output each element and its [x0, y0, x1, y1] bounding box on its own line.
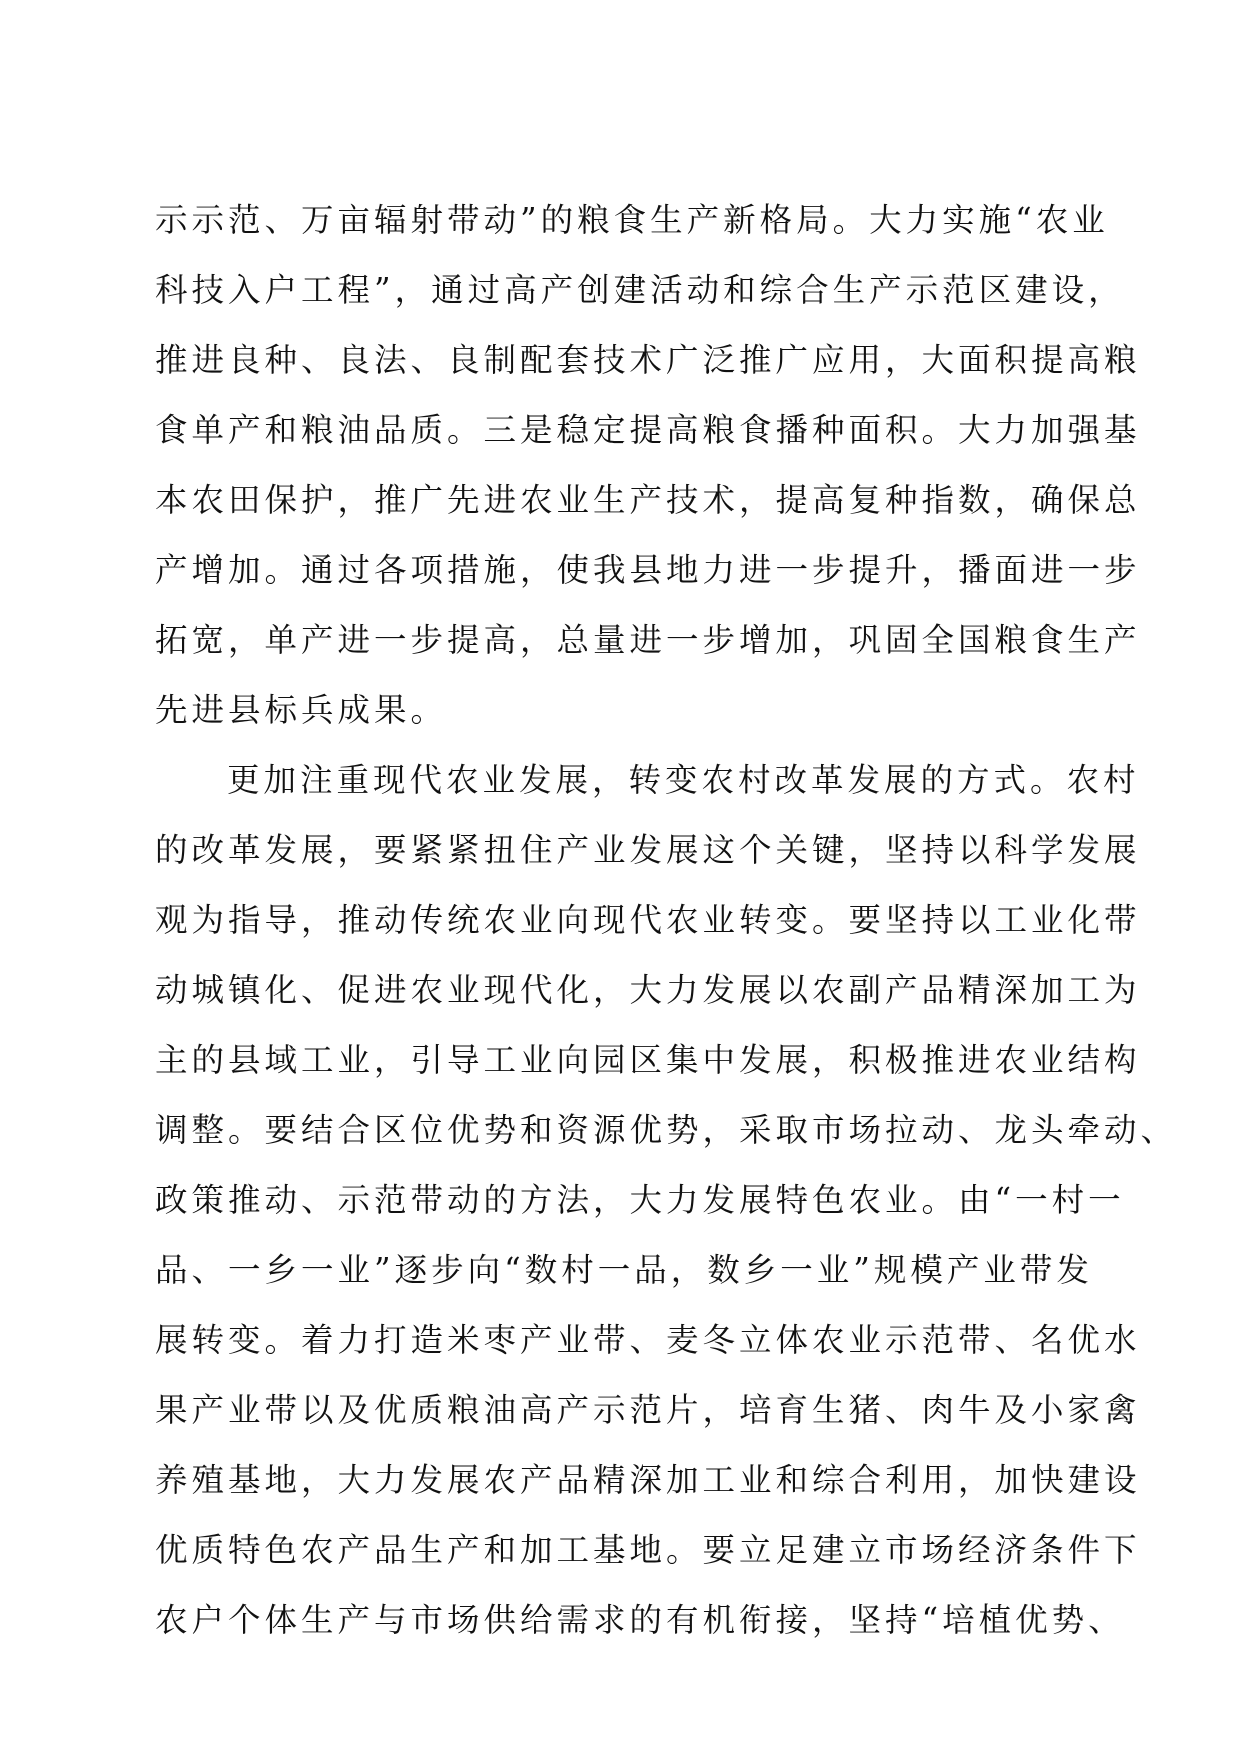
text-line: 拓宽，单产进一步提高，总量进一步增加，巩固全国粮食生产: [155, 621, 1141, 659]
text-line: 本农田保护，推广先进农业生产技术，提高复种指数，确保总: [155, 481, 1141, 519]
text-line: 推进良种、良法、良制配套技术广泛推广应用，大面积提高粮: [155, 341, 1141, 379]
text-line: 示示范、万亩辐射带动”的粮食生产新格局。大力实施“农业: [155, 201, 1109, 239]
text-line: 农户个体生产与市场供给需求的有机衔接，坚持“培植优势、: [155, 1601, 1125, 1639]
paragraph-first-line: 更加注重现代农业发展，转变农村改革发展的方式。农村: [227, 761, 1140, 799]
text-line: 品、一乡一业”逐步向“数村一品，数乡一业”规模产业带发: [155, 1251, 1093, 1289]
text-line: 产增加。通过各项措施，使我县地力进一步提升，播面进一步: [155, 551, 1141, 589]
body-text: [155, 185, 1178, 1655]
text-line: 动城镇化、促进农业现代化，大力发展以农副产品精深加工为: [155, 971, 1141, 1009]
text-line: 主的县域工业，引导工业向园区集中发展，积极推进农业结构: [155, 1041, 1141, 1079]
text-line: 食单产和粮油品质。三是稳定提高粮食播种面积。大力加强基: [155, 411, 1141, 449]
text-line: 养殖基地，大力发展农产品精深加工业和综合利用，加快建设: [155, 1461, 1141, 1499]
text-line: 政策推动、示范带动的方法，大力发展特色农业。由“一村一: [155, 1181, 1125, 1219]
text-line: 的改革发展，要紧紧扭住产业发展这个关键，坚持以科学发展: [155, 831, 1141, 869]
text-line: 展转变。着力打造米枣产业带、麦冬立体农业示范带、名优水: [155, 1321, 1141, 1359]
text-line: 科技入户工程”，通过高产创建活动和综合生产示范区建设，: [155, 271, 1125, 309]
text-line: 调整。要结合区位优势和资源优势，采取市场拉动、龙头牵动、: [155, 1111, 1178, 1149]
text-line: 果产业带以及优质粮油高产示范片，培育生猪、肉牛及小家禽: [155, 1391, 1141, 1429]
text-line: 先进县标兵成果。: [155, 691, 448, 729]
text-line: 观为指导，推动传统农业向现代农业转变。要坚持以工业化带: [155, 901, 1141, 939]
text-line: 优质特色农产品生产和加工基地。要立足建立市场经济条件下: [155, 1531, 1141, 1569]
